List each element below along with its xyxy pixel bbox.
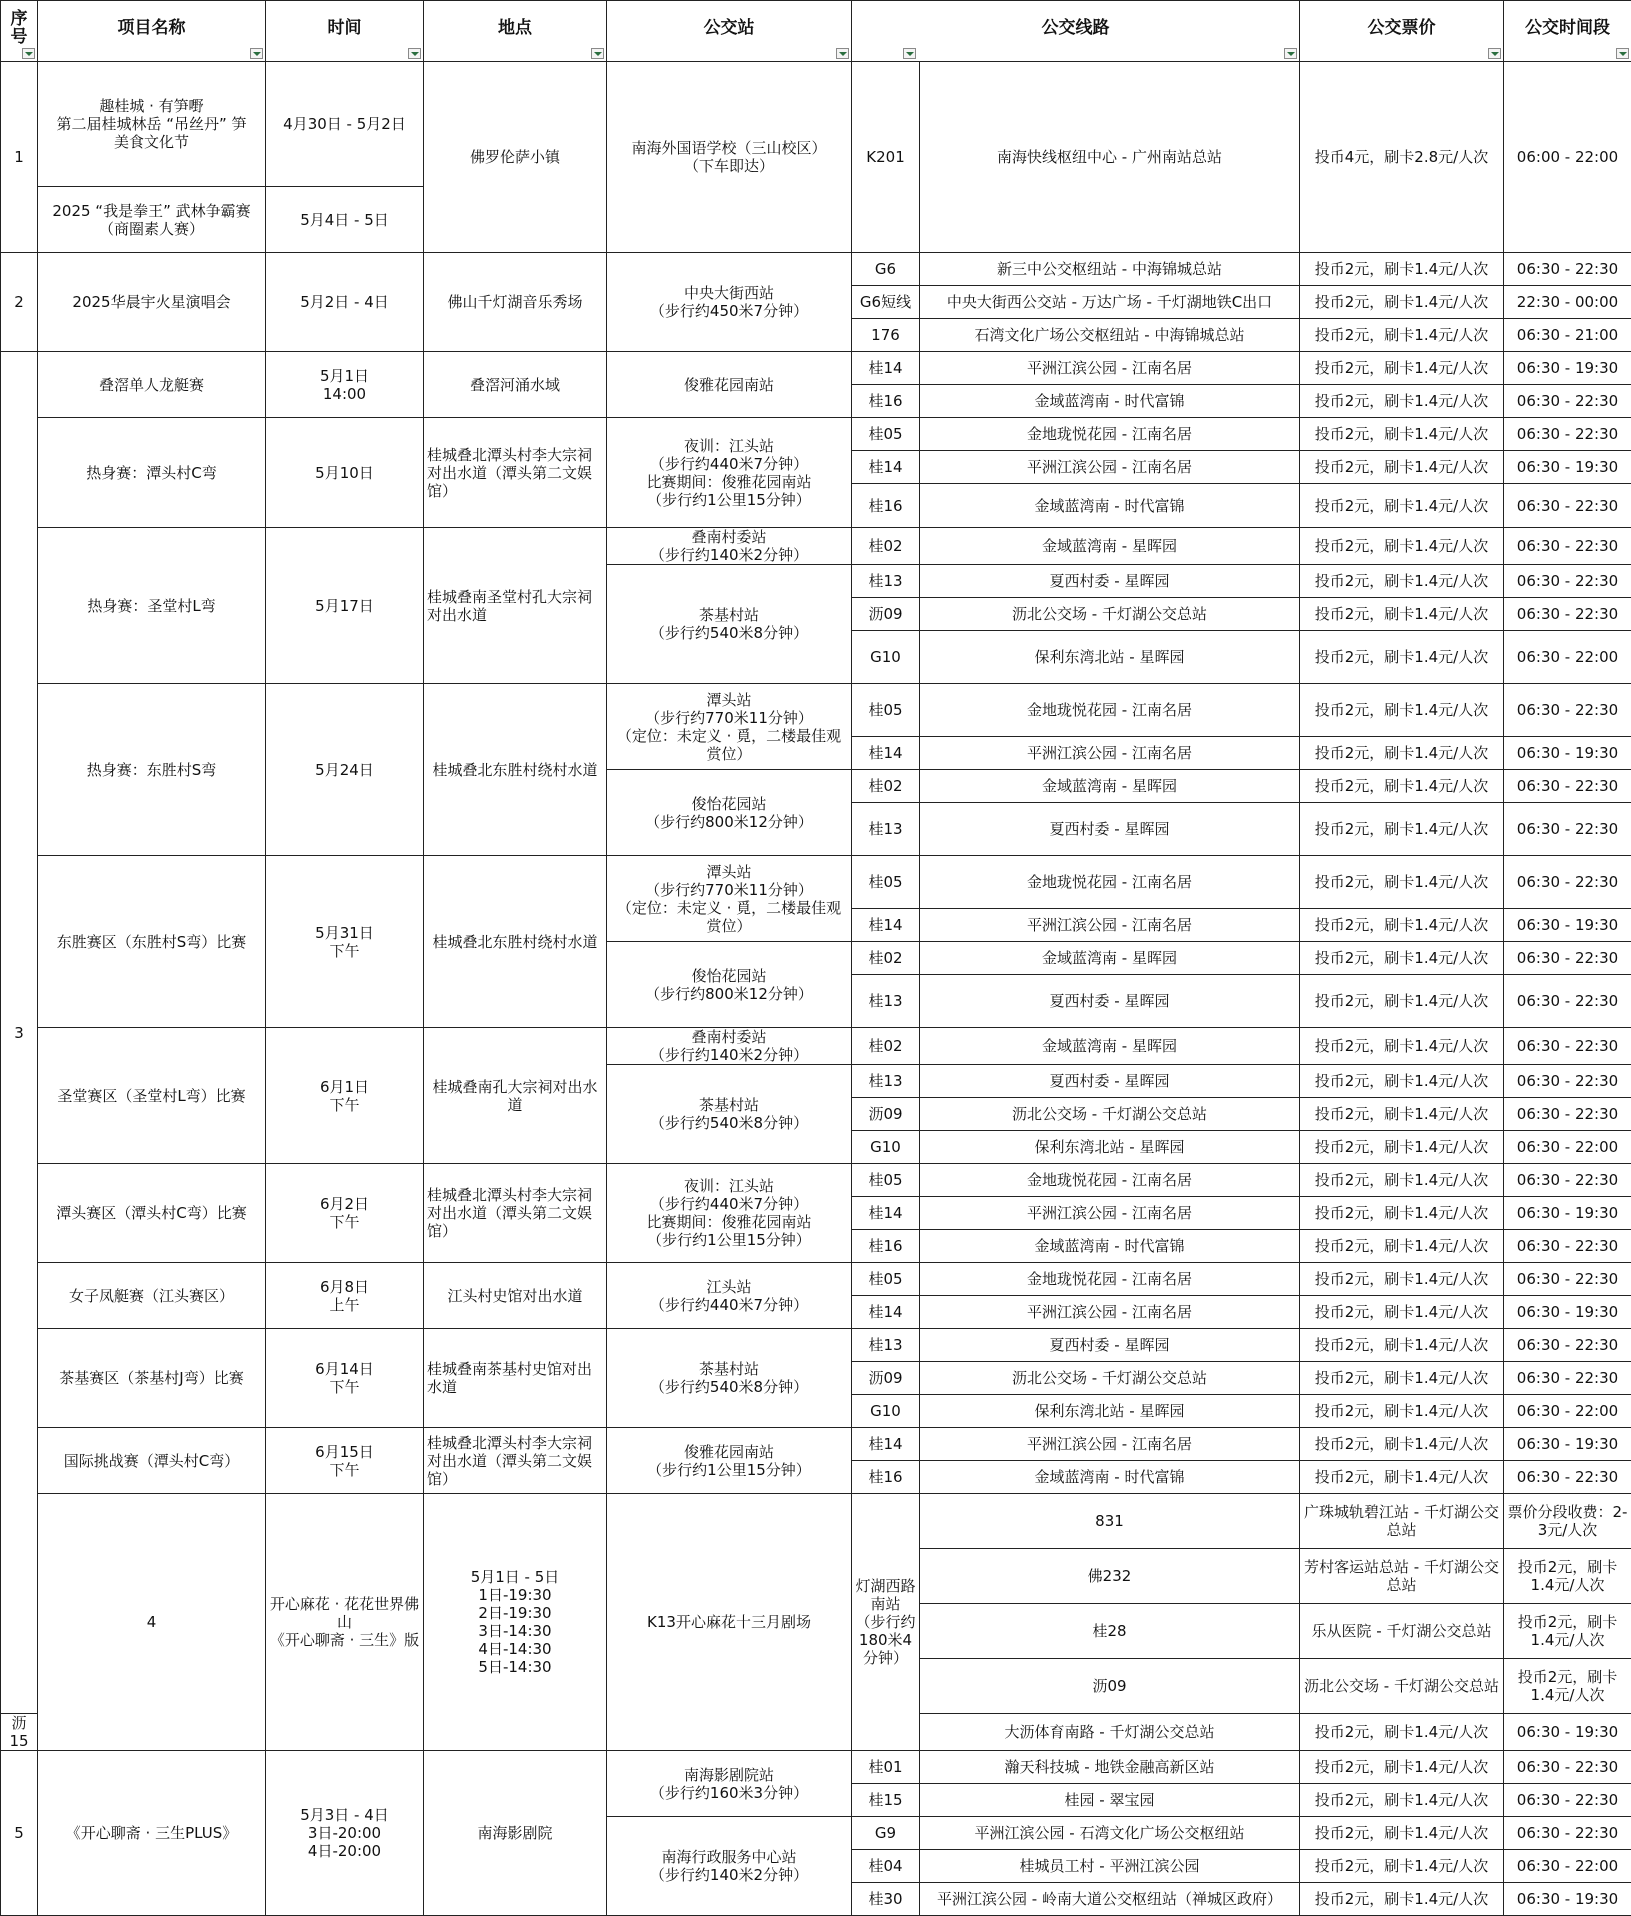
table-cell[interactable]: 06:30 - 22:30 — [1504, 856, 1631, 909]
table-cell[interactable]: 6月14日 下午 — [266, 1329, 424, 1428]
table-cell[interactable]: 投币2元，刷卡1.4元/人次 — [1300, 385, 1504, 418]
table-cell[interactable]: 桂15 — [852, 1784, 920, 1817]
table-cell[interactable]: 06:30 - 22:30 — [1504, 565, 1631, 598]
table-cell[interactable]: 桂13 — [852, 975, 920, 1028]
table-cell[interactable]: 佛山千灯湖音乐秀场 — [424, 253, 607, 352]
filter-dropdown-icon[interactable] — [408, 48, 421, 59]
table-cell[interactable]: 金域蓝湾南 - 时代富锦 — [920, 1230, 1300, 1263]
table-cell[interactable]: 桂16 — [852, 484, 920, 528]
table-cell[interactable]: 夏西村委 - 星晖园 — [920, 975, 1300, 1028]
table-row — [1, 856, 1631, 909]
table-cell[interactable]: 2 — [1, 253, 38, 352]
table-cell[interactable]: 茶基赛区（茶基村J弯）比赛 — [38, 1329, 266, 1428]
table-cell[interactable]: 广珠城轨碧江站 - 千灯湖公交总站 — [1300, 1494, 1504, 1549]
header-seq-label: 序号 — [11, 9, 28, 47]
table-cell[interactable]: 桂16 — [852, 1230, 920, 1263]
table-cell[interactable]: 6月2日 下午 — [266, 1164, 424, 1263]
table-cell[interactable]: 金地珑悦花园 - 江南名居 — [920, 1263, 1300, 1296]
table-cell[interactable]: 06:30 - 19:30 — [1504, 1883, 1631, 1916]
table-cell[interactable]: 桂14 — [852, 909, 920, 942]
table-cell[interactable]: 沥09 — [852, 598, 920, 631]
table-cell[interactable]: 06:30 - 19:30 — [1504, 1197, 1631, 1230]
table-cell[interactable]: 投币2元，刷卡1.4元/人次 — [1300, 737, 1504, 770]
table-cell[interactable]: 6月15日 下午 — [266, 1428, 424, 1494]
table-cell[interactable]: 06:30 - 22:30 — [1504, 1362, 1631, 1395]
table-cell[interactable]: 茶基村站 （步行约540米8分钟） — [607, 565, 852, 684]
table-cell[interactable]: 06:30 - 22:30 — [1504, 418, 1631, 451]
table-cell[interactable]: 茶基村站 （步行约540米8分钟） — [607, 1329, 852, 1428]
table-cell[interactable]: 投币2元，刷卡1.4元/人次 — [1300, 1065, 1504, 1098]
table-cell[interactable]: 女子凤艇赛（江头赛区） — [38, 1263, 266, 1329]
table-cell[interactable]: G10 — [852, 1131, 920, 1164]
table-cell[interactable]: 桂14 — [852, 1296, 920, 1329]
table-cell[interactable]: 2025 “我是拳王” 武林争霸赛 （商圈素人赛） — [38, 187, 266, 253]
table-cell[interactable]: 桂02 — [852, 528, 920, 565]
table-cell[interactable]: G10 — [852, 1395, 920, 1428]
table-cell[interactable]: 投币2元，刷卡1.4元/人次 — [1300, 975, 1504, 1028]
table-cell[interactable]: 沥北公交场 - 千灯湖公交总站 — [920, 598, 1300, 631]
filter-dropdown-icon[interactable] — [1616, 48, 1629, 59]
table-cell[interactable]: 热身赛：圣堂村L弯 — [38, 528, 266, 684]
table-cell[interactable]: 保利东湾北站 - 星晖园 — [920, 1395, 1300, 1428]
table-row — [1, 1028, 1631, 1065]
table-cell[interactable]: 金域蓝湾南 - 时代富锦 — [920, 1461, 1300, 1494]
table-cell[interactable]: 5月31日 下午 — [266, 856, 424, 1028]
table-cell[interactable]: 桂城叠南茶基村史馆对出 水道 — [424, 1329, 607, 1428]
header-time-label: 时间 — [328, 18, 362, 38]
table-cell[interactable]: 06:30 - 22:00 — [1504, 1850, 1631, 1883]
table-cell[interactable]: 桂05 — [852, 1164, 920, 1197]
table-cell[interactable]: 夜训：江头站 （步行约440米7分钟） 比赛期间：俊雅花园南站 （步行约1公里15分钟） — [607, 1164, 852, 1263]
header-seq — [1, 1, 38, 62]
table-cell[interactable]: 投币2元，刷卡1.4元/人次 — [1300, 319, 1504, 352]
table-cell[interactable]: 06:30 - 19:30 — [1504, 352, 1631, 385]
table-cell[interactable]: 俊雅花园南站 （步行约1公里15分钟） — [607, 1428, 852, 1494]
table-cell[interactable]: 投币2元，刷卡1.4元/人次 — [1300, 253, 1504, 286]
table-cell[interactable]: 平洲江滨公园 - 江南名居 — [920, 1296, 1300, 1329]
table-row — [1, 1494, 1631, 1549]
table-cell[interactable]: 06:30 - 22:30 — [1504, 385, 1631, 418]
table-cell[interactable]: 桂城叠北东胜村绕村水道 — [424, 684, 607, 856]
table-row — [1, 1428, 1631, 1461]
table-cell[interactable]: 5月1日 14:00 — [266, 352, 424, 418]
filter-dropdown-icon[interactable] — [591, 48, 604, 59]
table-cell[interactable]: 06:30 - 21:00 — [1504, 319, 1631, 352]
table-cell[interactable]: 投币2元，刷卡1.4元/人次 — [1300, 942, 1504, 975]
table-cell[interactable]: 06:30 - 22:00 — [1504, 1131, 1631, 1164]
table-cell[interactable]: 5月3日 - 4日 3日-20:00 4日-20:00 — [266, 1751, 424, 1916]
filter-dropdown-icon[interactable] — [1284, 48, 1297, 59]
table-cell[interactable]: 灯湖西路南站 （步行约180米4分钟） — [852, 1494, 920, 1751]
table-row — [1, 684, 1631, 737]
table-cell[interactable]: 投币2元，刷卡1.4元/人次 — [1300, 484, 1504, 528]
table-cell[interactable]: 06:30 - 19:30 — [1504, 451, 1631, 484]
table-cell[interactable]: 投币2元，刷卡1.4元/人次 — [1300, 1751, 1504, 1784]
table-cell[interactable]: 平洲江滨公园 - 江南名居 — [920, 451, 1300, 484]
table-cell[interactable]: 5月2日 - 4日 — [266, 253, 424, 352]
table-cell[interactable]: 2025华晨宇火星演唱会 — [38, 253, 266, 352]
table-cell[interactable]: 投币2元，刷卡1.4元/人次 — [1300, 451, 1504, 484]
table-cell[interactable]: 叠南村委站 （步行约140米2分钟） — [607, 528, 852, 565]
table-cell[interactable]: 中央大街西公交站 - 万达广场 - 千灯湖地铁C出口 — [920, 286, 1300, 319]
table-cell[interactable]: 06:30 - 19:30 — [1504, 737, 1631, 770]
table-cell[interactable]: 06:30 - 22:30 — [1504, 1028, 1631, 1065]
table-cell[interactable]: 投币2元，刷卡1.4元/人次 — [1300, 803, 1504, 856]
table-cell[interactable]: 06:00 - 22:00 — [1504, 62, 1631, 253]
table-cell[interactable]: 潭头赛区（潭头村C弯）比赛 — [38, 1164, 266, 1263]
table-cell[interactable]: 桂01 — [852, 1751, 920, 1784]
table-cell[interactable]: 沥15 — [1, 1714, 38, 1751]
table-cell[interactable]: 热身赛：东胜村S弯 — [38, 684, 266, 856]
table-cell[interactable]: 投币2元，刷卡1.4元/人次 — [1504, 1604, 1631, 1659]
table-row — [1, 418, 1631, 451]
table-cell[interactable]: 金地珑悦花园 - 江南名居 — [920, 1164, 1300, 1197]
table-cell[interactable]: 南海行政服务中心站 （步行约140米2分钟） — [607, 1817, 852, 1916]
table-cell[interactable]: 桂30 — [852, 1883, 920, 1916]
table-cell[interactable]: 桂城叠北潭头村李大宗祠 对出水道（潭头第二文娱 馆） — [424, 418, 607, 528]
table-cell[interactable]: 瀚天科技城 - 地铁金融高新区站 — [920, 1751, 1300, 1784]
table-cell[interactable]: 夏西村委 - 星晖园 — [920, 1065, 1300, 1098]
table-cell[interactable]: 金地珑悦花园 - 江南名居 — [920, 684, 1300, 737]
table-cell[interactable]: 06:30 - 22:30 — [1504, 942, 1631, 975]
table-cell[interactable]: 06:30 - 22:30 — [1504, 684, 1631, 737]
header-station — [607, 1, 852, 62]
table-cell[interactable]: 佛232 — [920, 1549, 1300, 1604]
table-cell[interactable]: 投币2元，刷卡1.4元/人次 — [1300, 598, 1504, 631]
table-cell[interactable]: 06:30 - 22:30 — [1504, 253, 1631, 286]
table-cell[interactable]: 金地珑悦花园 - 江南名居 — [920, 856, 1300, 909]
table-cell[interactable]: 投币2元，刷卡1.4元/人次 — [1300, 1098, 1504, 1131]
table-cell[interactable]: 06:30 - 22:30 — [1504, 528, 1631, 565]
table-cell[interactable]: 06:30 - 22:30 — [1504, 484, 1631, 528]
table-row — [1, 1164, 1631, 1197]
table-cell[interactable]: 金域蓝湾南 - 星晖园 — [920, 1028, 1300, 1065]
table-cell[interactable]: 桂02 — [852, 770, 920, 803]
table-cell[interactable]: 3 — [1, 352, 38, 1714]
table-cell[interactable]: 投币2元，刷卡1.4元/人次 — [1300, 528, 1504, 565]
header-time — [266, 1, 424, 62]
table-cell[interactable]: 桂05 — [852, 418, 920, 451]
table-cell[interactable]: K201 — [852, 62, 920, 253]
table-cell[interactable]: 夏西村委 - 星晖园 — [920, 803, 1300, 856]
table-cell[interactable]: 投币2元，刷卡1.4元/人次 — [1504, 1659, 1631, 1714]
header-row — [1, 1, 1631, 62]
table-cell[interactable]: 夏西村委 - 星晖园 — [920, 565, 1300, 598]
table-cell[interactable]: 大沥体育南路 - 千灯湖公交总站 — [920, 1714, 1300, 1751]
table-cell[interactable]: 桂14 — [852, 451, 920, 484]
table-cell[interactable]: G9 — [852, 1817, 920, 1850]
table-cell[interactable]: 乐从医院 - 千灯湖公交总站 — [1300, 1604, 1504, 1659]
table-cell[interactable]: 桂05 — [852, 856, 920, 909]
table-cell[interactable]: 投币2元，刷卡1.4元/人次 — [1300, 565, 1504, 598]
table-cell[interactable]: 06:30 - 22:30 — [1504, 1164, 1631, 1197]
table-cell[interactable]: 金域蓝湾南 - 星晖园 — [920, 942, 1300, 975]
table-cell[interactable]: 桂城叠南孔大宗祠对出水 道 — [424, 1028, 607, 1164]
table-cell[interactable]: 桂16 — [852, 385, 920, 418]
table-cell[interactable]: 平洲江滨公园 - 江南名居 — [920, 352, 1300, 385]
table-cell[interactable]: 投币2元，刷卡1.4元/人次 — [1300, 631, 1504, 684]
table-cell[interactable]: 开心麻花 · 花花世界佛山 《开心聊斋 · 三生》版 — [266, 1494, 424, 1751]
table-cell[interactable]: 投币2元，刷卡1.4元/人次 — [1300, 418, 1504, 451]
header-route-label: 公交线路 — [1042, 18, 1110, 38]
table-cell[interactable]: 06:30 - 19:30 — [1504, 1296, 1631, 1329]
table-cell[interactable]: 5 — [1, 1751, 38, 1916]
table-cell[interactable]: 投币2元，刷卡1.4元/人次 — [1300, 1131, 1504, 1164]
table-cell[interactable]: 176 — [852, 319, 920, 352]
table-cell[interactable]: 叠滘河涌水域 — [424, 352, 607, 418]
table-cell[interactable]: 叠滘单人龙艇赛 — [38, 352, 266, 418]
table-cell[interactable]: 俊怡花园站 （步行约800米12分钟） — [607, 942, 852, 1028]
table-cell[interactable]: 桂14 — [852, 737, 920, 770]
table-cell[interactable]: 桂16 — [852, 1461, 920, 1494]
table-cell[interactable]: 中央大街西站 （步行约450米7分钟） — [607, 253, 852, 352]
table-cell[interactable]: 桂02 — [852, 942, 920, 975]
table-cell[interactable]: 金域蓝湾南 - 星晖园 — [920, 770, 1300, 803]
table-cell[interactable]: 桂城叠北潭头村李大宗祠 对出水道（潭头第二文娱 馆） — [424, 1164, 607, 1263]
table-cell[interactable]: 芳村客运站总站 - 千灯湖公交总站 — [1300, 1549, 1504, 1604]
table-cell[interactable]: 平洲江滨公园 - 岭南大道公交枢纽站（禅城区政府） — [920, 1883, 1300, 1916]
table-cell[interactable]: 06:30 - 22:30 — [1504, 1230, 1631, 1263]
table-cell[interactable]: G10 — [852, 631, 920, 684]
table-cell[interactable]: 06:30 - 22:30 — [1504, 1817, 1631, 1850]
table-cell[interactable]: 06:30 - 22:00 — [1504, 631, 1631, 684]
table-row — [1, 1751, 1631, 1784]
table-cell[interactable]: 06:30 - 22:30 — [1504, 1784, 1631, 1817]
table-row — [1, 62, 1631, 124]
table-cell[interactable]: 投币2元，刷卡1.4元/人次 — [1300, 1817, 1504, 1850]
table-cell[interactable]: 保利东湾北站 - 星晖园 — [920, 631, 1300, 684]
table-cell[interactable]: 投币2元，刷卡1.4元/人次 — [1300, 909, 1504, 942]
table-cell[interactable]: 平洲江滨公园 - 江南名居 — [920, 1197, 1300, 1230]
table-cell[interactable]: 夏西村委 - 星晖园 — [920, 1329, 1300, 1362]
table-cell[interactable]: 投币2元，刷卡1.4元/人次 — [1300, 1164, 1504, 1197]
header-name — [38, 1, 266, 62]
header-hours — [1504, 1, 1631, 62]
table-cell[interactable]: 4 — [38, 1494, 266, 1751]
table-cell[interactable]: 金域蓝湾南 - 时代富锦 — [920, 484, 1300, 528]
table-cell[interactable]: 投币2元，刷卡1.4元/人次 — [1300, 1263, 1504, 1296]
table-row — [1, 528, 1631, 565]
table-cell[interactable]: 投币2元，刷卡1.4元/人次 — [1300, 1883, 1504, 1916]
table-cell[interactable]: 金域蓝湾南 - 星晖园 — [920, 528, 1300, 565]
header-fare — [1300, 1, 1504, 62]
table-row — [1, 1263, 1631, 1296]
table-cell[interactable]: 沥09 — [852, 1362, 920, 1395]
table-cell[interactable]: 潭头站 （步行约770米11分钟） （定位：未定义 · 覓，二楼最佳观 赏位） — [607, 856, 852, 942]
table-cell[interactable]: 投币2元，刷卡1.4元/人次 — [1300, 1428, 1504, 1461]
table-cell[interactable]: 桂04 — [852, 1850, 920, 1883]
table-cell[interactable]: 平洲江滨公园 - 江南名居 — [920, 737, 1300, 770]
table-cell[interactable]: 叠南村委站 （步行约140米2分钟） — [607, 1028, 852, 1065]
header-hours-label: 公交时间段 — [1525, 18, 1610, 38]
table-cell[interactable]: 6月1日 下午 — [266, 1028, 424, 1164]
table-cell[interactable]: 1 — [1, 62, 38, 253]
table-cell[interactable]: 平洲江滨公园 - 石湾文化广场公交枢纽站 — [920, 1817, 1300, 1850]
table-cell[interactable]: 06:30 - 22:30 — [1504, 598, 1631, 631]
table-cell[interactable]: 06:30 - 22:00 — [1504, 1395, 1631, 1428]
table-cell[interactable]: 投币2元，刷卡1.4元/人次 — [1300, 1028, 1504, 1065]
table-cell[interactable]: 桂02 — [852, 1028, 920, 1065]
table-cell[interactable]: 投币2元，刷卡1.4元/人次 — [1504, 1549, 1631, 1604]
table-cell[interactable]: 5月24日 — [266, 684, 424, 856]
table-cell[interactable]: 南海影剧院站 （步行约160米3分钟） — [607, 1751, 852, 1817]
table-cell[interactable]: 佛罗伦萨小镇 — [424, 62, 607, 253]
header-station-label: 公交站 — [704, 18, 755, 38]
table-cell[interactable]: 投币2元，刷卡1.4元/人次 — [1300, 1714, 1504, 1751]
table-cell[interactable]: 06:30 - 22:30 — [1504, 1098, 1631, 1131]
table-cell[interactable]: 《开心聊斋 · 三生PLUS》 — [38, 1751, 266, 1916]
table-cell[interactable]: 桂05 — [852, 1263, 920, 1296]
table-cell[interactable]: 5月1日 - 5日 1日-19:30 2日-19:30 3日-14:30 4日-14:30 5日-14:30 — [424, 1494, 607, 1751]
table-cell[interactable]: 新三中公交枢纽站 - 中海锦城总站 — [920, 253, 1300, 286]
table-row — [1, 253, 1631, 286]
table-cell[interactable]: 南海外国语学校（三山校区） （下车即达） — [607, 62, 852, 253]
table-cell[interactable]: 桂14 — [852, 352, 920, 385]
table-cell[interactable]: 06:30 - 19:30 — [1504, 1428, 1631, 1461]
table-cell[interactable]: 国际挑战赛（潭头村C弯） — [38, 1428, 266, 1494]
header-route — [852, 1, 1300, 62]
table-cell[interactable]: 投币2元，刷卡1.4元/人次 — [1300, 1784, 1504, 1817]
header-place — [424, 1, 607, 62]
filter-dropdown-icon[interactable] — [250, 48, 263, 59]
table-cell[interactable]: 06:30 - 22:30 — [1504, 975, 1631, 1028]
table-cell[interactable]: 东胜赛区（东胜村S弯）比赛 — [38, 856, 266, 1028]
table-cell[interactable]: 06:30 - 22:30 — [1504, 1751, 1631, 1784]
table-cell[interactable]: 投币4元，刷卡2.8元/人次 — [1300, 62, 1504, 253]
table-cell[interactable]: 22:30 - 00:00 — [1504, 286, 1631, 319]
table-cell[interactable]: 桂13 — [852, 565, 920, 598]
table-cell[interactable]: 06:30 - 22:30 — [1504, 1329, 1631, 1362]
table-cell[interactable]: 桂城叠北东胜村绕村水道 — [424, 856, 607, 1028]
table-cell[interactable]: 投币2元，刷卡1.4元/人次 — [1300, 1850, 1504, 1883]
table-cell[interactable]: 金域蓝湾南 - 时代富锦 — [920, 385, 1300, 418]
table-cell[interactable]: 投币2元，刷卡1.4元/人次 — [1300, 352, 1504, 385]
table-cell[interactable]: 5月17日 — [266, 528, 424, 684]
table-cell[interactable]: 茶基村站 （步行约540米8分钟） — [607, 1065, 852, 1164]
table-cell[interactable]: 圣堂赛区（圣堂村L弯）比赛 — [38, 1028, 266, 1164]
table-cell[interactable]: 南海影剧院 — [424, 1751, 607, 1916]
table-body — [1, 62, 1631, 1916]
table-cell[interactable]: 6月8日 上午 — [266, 1263, 424, 1329]
table-cell[interactable]: 夜训：江头站 （步行约440米7分钟） 比赛期间：俊雅花园南站 （步行约1公里15分钟） — [607, 418, 852, 528]
table-cell[interactable]: 投币2元，刷卡1.4元/人次 — [1300, 770, 1504, 803]
table-cell[interactable]: 桂13 — [852, 1065, 920, 1098]
table-cell[interactable]: 俊怡花园站 （步行约800米12分钟） — [607, 770, 852, 856]
table-cell[interactable]: 06:30 - 22:30 — [1504, 803, 1631, 856]
table-cell[interactable]: G6 — [852, 253, 920, 286]
table-cell[interactable]: 投币2元，刷卡1.4元/人次 — [1300, 1296, 1504, 1329]
table-cell[interactable]: 热身赛：潭头村C弯 — [38, 418, 266, 528]
table-cell[interactable]: 桂13 — [852, 1329, 920, 1362]
table-cell[interactable]: 桂园 - 翠宝园 — [920, 1784, 1300, 1817]
table-cell[interactable]: 沥北公交场 - 千灯湖公交总站 — [920, 1362, 1300, 1395]
table-cell[interactable]: K13开心麻花十三月剧场 — [607, 1494, 852, 1751]
table-cell[interactable]: 平洲江滨公园 - 江南名居 — [920, 1428, 1300, 1461]
filter-dropdown-icon[interactable] — [836, 48, 849, 59]
table-cell[interactable]: G6短线 — [852, 286, 920, 319]
filter-dropdown-icon[interactable] — [903, 48, 916, 59]
table-cell[interactable]: 保利东湾北站 - 星晖园 — [920, 1131, 1300, 1164]
table-cell[interactable]: 沥北公交场 - 千灯湖公交总站 — [920, 1098, 1300, 1131]
table-cell[interactable]: 沥09 — [920, 1659, 1300, 1714]
table-cell[interactable]: 投币2元，刷卡1.4元/人次 — [1300, 1395, 1504, 1428]
header-place-label: 地点 — [498, 18, 532, 38]
filter-dropdown-icon[interactable] — [22, 48, 35, 59]
header-fare-label: 公交票价 — [1368, 18, 1436, 38]
table-cell[interactable]: 桂城叠北潭头村李大宗祠 对出水道（潭头第二文娱 馆） — [424, 1428, 607, 1494]
table-cell[interactable]: 票价分段收费：2-3元/人次 — [1504, 1494, 1631, 1549]
table-cell[interactable]: 桂13 — [852, 803, 920, 856]
table-cell[interactable]: 金地珑悦花园 - 江南名居 — [920, 418, 1300, 451]
table-cell[interactable]: 投币2元，刷卡1.4元/人次 — [1300, 286, 1504, 319]
table-cell[interactable]: 投币2元，刷卡1.4元/人次 — [1300, 1329, 1504, 1362]
table-cell[interactable]: 平洲江滨公园 - 江南名居 — [920, 909, 1300, 942]
table-cell[interactable]: 南海快线枢纽中心 - 广州南站总站 — [920, 62, 1300, 253]
table-cell[interactable]: 06:30 - 22:30 — [1504, 1263, 1631, 1296]
table-cell[interactable]: 06:30 - 19:30 — [1504, 1714, 1631, 1751]
table-row — [1, 1329, 1631, 1362]
table-cell[interactable]: 潭头站 （步行约770米11分钟） （定位：未定义 · 覓，二楼最佳观 赏位） — [607, 684, 852, 770]
table-cell[interactable]: 5月4日 - 5日 — [266, 187, 424, 253]
header-name-label: 项目名称 — [118, 18, 186, 38]
table-cell[interactable]: 投币2元，刷卡1.4元/人次 — [1300, 1461, 1504, 1494]
table-cell[interactable]: 投币2元，刷卡1.4元/人次 — [1300, 1197, 1504, 1230]
filter-dropdown-icon[interactable] — [1488, 48, 1501, 59]
table-cell[interactable]: 5月10日 — [266, 418, 424, 528]
table-cell[interactable]: 江头村史馆对出水道 — [424, 1263, 607, 1329]
table-cell[interactable]: 06:30 - 22:30 — [1504, 1461, 1631, 1494]
table-cell[interactable]: 831 — [920, 1494, 1300, 1549]
table-cell[interactable]: 投币2元，刷卡1.4元/人次 — [1300, 856, 1504, 909]
table-row — [1, 352, 1631, 385]
table-cell[interactable]: 投币2元，刷卡1.4元/人次 — [1300, 1362, 1504, 1395]
table-cell[interactable]: 06:30 - 19:30 — [1504, 909, 1631, 942]
table-cell[interactable]: 石湾文化广场公交枢纽站 - 中海锦城总站 — [920, 319, 1300, 352]
table-cell[interactable]: 投币2元，刷卡1.4元/人次 — [1300, 684, 1504, 737]
table-cell[interactable]: 桂城员工村 - 平洲江滨公园 — [920, 1850, 1300, 1883]
table-cell[interactable]: 4月30日 - 5月2日 — [266, 62, 424, 187]
table-cell[interactable]: 沥09 — [852, 1098, 920, 1131]
table-cell[interactable]: 趣桂城 · 有笋嘢 第二届桂城林岳 “吊丝丹” 笋 美食文化节 — [38, 62, 266, 187]
table-cell[interactable]: 桂28 — [920, 1604, 1300, 1659]
table-cell[interactable]: 06:30 - 22:30 — [1504, 770, 1631, 803]
table-cell[interactable]: 江头站 （步行约440米7分钟） — [607, 1263, 852, 1329]
table-cell[interactable]: 桂城叠南圣堂村孔大宗祠 对出水道 — [424, 528, 607, 684]
table-cell[interactable]: 06:30 - 22:30 — [1504, 1065, 1631, 1098]
table-cell[interactable]: 俊雅花园南站 — [607, 352, 852, 418]
table-cell[interactable]: 沥北公交场 - 千灯湖公交总站 — [1300, 1659, 1504, 1714]
table-cell[interactable]: 桂05 — [852, 684, 920, 737]
table-cell[interactable]: 投币2元，刷卡1.4元/人次 — [1300, 1230, 1504, 1263]
table-cell[interactable]: 桂14 — [852, 1428, 920, 1461]
table-cell[interactable]: 桂14 — [852, 1197, 920, 1230]
